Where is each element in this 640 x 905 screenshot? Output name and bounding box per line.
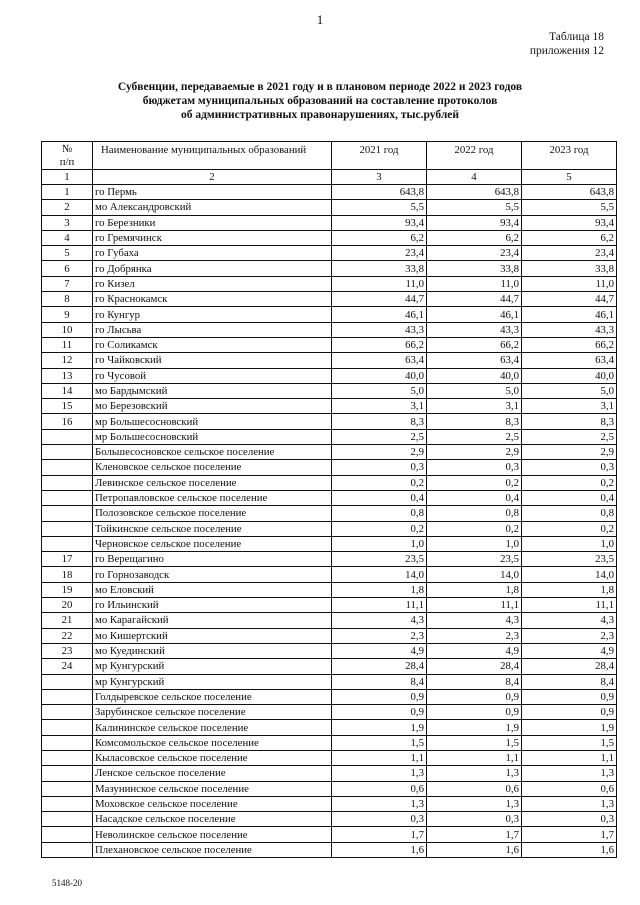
value-2021: 8,3 bbox=[332, 414, 427, 429]
value-2021: 28,4 bbox=[332, 659, 427, 674]
value-2023: 643,8 bbox=[522, 185, 617, 200]
municipality-name: мо Бардымский bbox=[93, 383, 332, 398]
header-2023: 2023 год bbox=[522, 142, 617, 170]
table-row bbox=[42, 337, 617, 352]
table-row bbox=[42, 705, 617, 720]
value-2021: 46,1 bbox=[332, 307, 427, 322]
value-2022: 1,0 bbox=[427, 536, 522, 551]
value-2021: 0,9 bbox=[332, 705, 427, 720]
row-number bbox=[42, 536, 93, 551]
value-2023: 5,0 bbox=[522, 383, 617, 398]
municipality-name: го Добрянка bbox=[93, 261, 332, 276]
value-2023: 1,3 bbox=[522, 796, 617, 811]
value-2023: 1,1 bbox=[522, 750, 617, 765]
value-2021: 11,0 bbox=[332, 276, 427, 291]
municipality-name: го Чусовой bbox=[93, 368, 332, 383]
row-number bbox=[42, 460, 93, 475]
table-row bbox=[42, 781, 617, 796]
row-number: 23 bbox=[42, 643, 93, 658]
municipality-name: мр Большесосновский bbox=[93, 414, 332, 429]
value-2021: 0,2 bbox=[332, 475, 427, 490]
table-row bbox=[42, 674, 617, 689]
row-number: 21 bbox=[42, 613, 93, 628]
row-number bbox=[42, 827, 93, 842]
row-number bbox=[42, 766, 93, 781]
value-2021: 8,4 bbox=[332, 674, 427, 689]
value-2021: 1,1 bbox=[332, 750, 427, 765]
table-row bbox=[42, 506, 617, 521]
header-name: Наименование муниципальных образований bbox=[93, 142, 332, 170]
value-2023: 0,8 bbox=[522, 506, 617, 521]
table-row bbox=[42, 276, 617, 291]
table-row bbox=[42, 383, 617, 398]
municipality-name: Мазунинское сельское поселение bbox=[93, 781, 332, 796]
value-2021: 643,8 bbox=[332, 185, 427, 200]
row-number bbox=[42, 429, 93, 444]
value-2021: 1,9 bbox=[332, 720, 427, 735]
value-2023: 63,4 bbox=[522, 353, 617, 368]
value-2021: 1,6 bbox=[332, 842, 427, 857]
header-2022: 2022 год bbox=[427, 142, 522, 170]
row-number: 16 bbox=[42, 414, 93, 429]
row-number: 11 bbox=[42, 337, 93, 352]
table-row bbox=[42, 475, 617, 490]
value-2021: 2,5 bbox=[332, 429, 427, 444]
table-row bbox=[42, 842, 617, 857]
value-2021: 14,0 bbox=[332, 567, 427, 582]
value-2023: 40,0 bbox=[522, 368, 617, 383]
value-2022: 0,9 bbox=[427, 705, 522, 720]
value-2021: 3,1 bbox=[332, 399, 427, 414]
table-row bbox=[42, 628, 617, 643]
value-2021: 93,4 bbox=[332, 215, 427, 230]
table-row bbox=[42, 613, 617, 628]
value-2021: 0,3 bbox=[332, 460, 427, 475]
column-number: 1 bbox=[42, 170, 93, 185]
municipality-name: Большесосновское сельское поселение bbox=[93, 445, 332, 460]
row-number bbox=[42, 720, 93, 735]
value-2023: 0,4 bbox=[522, 490, 617, 505]
value-2021: 11,1 bbox=[332, 598, 427, 613]
value-2023: 93,4 bbox=[522, 215, 617, 230]
value-2023: 1,8 bbox=[522, 582, 617, 597]
header-number: № п/п bbox=[42, 142, 93, 170]
row-number: 6 bbox=[42, 261, 93, 276]
value-2022: 2,5 bbox=[427, 429, 522, 444]
value-2022: 1,7 bbox=[427, 827, 522, 842]
value-2022: 0,3 bbox=[427, 812, 522, 827]
value-2022: 3,1 bbox=[427, 399, 522, 414]
value-2022: 0,6 bbox=[427, 781, 522, 796]
value-2023: 44,7 bbox=[522, 292, 617, 307]
value-2021: 66,2 bbox=[332, 337, 427, 352]
municipality-name: Неволинское сельское поселение bbox=[93, 827, 332, 842]
value-2023: 33,8 bbox=[522, 261, 617, 276]
table-row bbox=[42, 796, 617, 811]
row-number: 24 bbox=[42, 659, 93, 674]
value-2022: 11,0 bbox=[427, 276, 522, 291]
value-2022: 0,2 bbox=[427, 475, 522, 490]
table-row bbox=[42, 322, 617, 337]
municipality-name: Зарубинское сельское поселение bbox=[93, 705, 332, 720]
value-2021: 2,3 bbox=[332, 628, 427, 643]
value-2022: 1,9 bbox=[427, 720, 522, 735]
municipality-name: мр Большесосновский bbox=[93, 429, 332, 444]
municipality-name: Кыласовское сельское поселение bbox=[93, 750, 332, 765]
value-2023: 0,2 bbox=[522, 521, 617, 536]
value-2022: 40,0 bbox=[427, 368, 522, 383]
table-row bbox=[42, 215, 617, 230]
table-row bbox=[42, 521, 617, 536]
value-2022: 1,3 bbox=[427, 766, 522, 781]
value-2021: 63,4 bbox=[332, 353, 427, 368]
value-2022: 1,3 bbox=[427, 796, 522, 811]
municipality-name: Насадское сельское поселение bbox=[93, 812, 332, 827]
municipality-name: Тойкинское сельское поселение bbox=[93, 521, 332, 536]
value-2022: 46,1 bbox=[427, 307, 522, 322]
value-2022: 23,5 bbox=[427, 552, 522, 567]
value-2022: 43,3 bbox=[427, 322, 522, 337]
value-2021: 4,9 bbox=[332, 643, 427, 658]
table-reference bbox=[530, 30, 604, 58]
document-title bbox=[0, 80, 640, 122]
value-2023: 2,3 bbox=[522, 628, 617, 643]
row-number bbox=[42, 812, 93, 827]
table-row bbox=[42, 353, 617, 368]
municipality-name: Левинское сельское поселение bbox=[93, 475, 332, 490]
municipality-name: го Березники bbox=[93, 215, 332, 230]
table-row bbox=[42, 659, 617, 674]
row-number: 12 bbox=[42, 353, 93, 368]
value-2021: 1,0 bbox=[332, 536, 427, 551]
value-2023: 1,5 bbox=[522, 735, 617, 750]
value-2021: 2,9 bbox=[332, 445, 427, 460]
municipality-name: го Соликамск bbox=[93, 337, 332, 352]
value-2022: 44,7 bbox=[427, 292, 522, 307]
table-row bbox=[42, 445, 617, 460]
table-row bbox=[42, 246, 617, 261]
row-number bbox=[42, 506, 93, 521]
value-2023: 11,0 bbox=[522, 276, 617, 291]
value-2022: 8,3 bbox=[427, 414, 522, 429]
municipality-name: го Губаха bbox=[93, 246, 332, 261]
municipality-name: го Кунгур bbox=[93, 307, 332, 322]
table-row bbox=[42, 643, 617, 658]
table-row bbox=[42, 185, 617, 200]
municipality-name: мо Кишертский bbox=[93, 628, 332, 643]
value-2022: 5,0 bbox=[427, 383, 522, 398]
municipality-name: Черновское сельское поселение bbox=[93, 536, 332, 551]
value-2023: 0,3 bbox=[522, 460, 617, 475]
row-number: 8 bbox=[42, 292, 93, 307]
value-2021: 43,3 bbox=[332, 322, 427, 337]
value-2022: 14,0 bbox=[427, 567, 522, 582]
header-2021: 2021 год bbox=[332, 142, 427, 170]
value-2021: 33,8 bbox=[332, 261, 427, 276]
row-number bbox=[42, 705, 93, 720]
value-2022: 0,4 bbox=[427, 490, 522, 505]
row-number: 15 bbox=[42, 399, 93, 414]
column-number-row bbox=[42, 170, 617, 185]
table-row bbox=[42, 689, 617, 704]
table-row bbox=[42, 750, 617, 765]
value-2023: 6,2 bbox=[522, 230, 617, 245]
row-number: 19 bbox=[42, 582, 93, 597]
value-2021: 0,4 bbox=[332, 490, 427, 505]
municipality-name: го Кизел bbox=[93, 276, 332, 291]
value-2021: 44,7 bbox=[332, 292, 427, 307]
value-2021: 0,8 bbox=[332, 506, 427, 521]
value-2022: 11,1 bbox=[427, 598, 522, 613]
column-number: 2 bbox=[93, 170, 332, 185]
table-row bbox=[42, 368, 617, 383]
table-row bbox=[42, 598, 617, 613]
value-2021: 4,3 bbox=[332, 613, 427, 628]
value-2023: 11,1 bbox=[522, 598, 617, 613]
municipality-name: Плехановское сельское поселение bbox=[93, 842, 332, 857]
value-2022: 6,2 bbox=[427, 230, 522, 245]
row-number: 9 bbox=[42, 307, 93, 322]
municipality-name: мо Куединский bbox=[93, 643, 332, 658]
row-number: 3 bbox=[42, 215, 93, 230]
value-2021: 40,0 bbox=[332, 368, 427, 383]
value-2022: 2,9 bbox=[427, 445, 522, 460]
value-2021: 6,2 bbox=[332, 230, 427, 245]
municipality-name: го Лысьва bbox=[93, 322, 332, 337]
row-number: 2 bbox=[42, 200, 93, 215]
value-2021: 0,6 bbox=[332, 781, 427, 796]
municipality-name: Моховское сельское поселение bbox=[93, 796, 332, 811]
table-row bbox=[42, 552, 617, 567]
municipality-name: го Верещагино bbox=[93, 552, 332, 567]
value-2021: 1,7 bbox=[332, 827, 427, 842]
value-2022: 63,4 bbox=[427, 353, 522, 368]
value-2022: 0,8 bbox=[427, 506, 522, 521]
table-row bbox=[42, 200, 617, 215]
value-2022: 1,8 bbox=[427, 582, 522, 597]
row-number: 4 bbox=[42, 230, 93, 245]
value-2023: 66,2 bbox=[522, 337, 617, 352]
municipality-name: го Горнозаводск bbox=[93, 567, 332, 582]
column-number: 3 bbox=[332, 170, 427, 185]
value-2023: 28,4 bbox=[522, 659, 617, 674]
value-2023: 43,3 bbox=[522, 322, 617, 337]
value-2023: 4,3 bbox=[522, 613, 617, 628]
table-reference-line: Таблица 18 bbox=[549, 31, 604, 43]
row-number bbox=[42, 521, 93, 536]
row-number bbox=[42, 674, 93, 689]
value-2021: 23,4 bbox=[332, 246, 427, 261]
value-2021: 1,5 bbox=[332, 735, 427, 750]
title-line: Субвенции, передаваемые в 2021 году и в плановом периоде 2022 и 2023 годов bbox=[117, 81, 523, 93]
value-2023: 1,7 bbox=[522, 827, 617, 842]
value-2022: 1,1 bbox=[427, 750, 522, 765]
value-2023: 4,9 bbox=[522, 643, 617, 658]
value-2021: 23,5 bbox=[332, 552, 427, 567]
row-number: 20 bbox=[42, 598, 93, 613]
value-2023: 1,6 bbox=[522, 842, 617, 857]
row-number: 18 bbox=[42, 567, 93, 582]
municipality-name: го Краснокамск bbox=[93, 292, 332, 307]
value-2023: 0,6 bbox=[522, 781, 617, 796]
value-2023: 1,9 bbox=[522, 720, 617, 735]
value-2022: 643,8 bbox=[427, 185, 522, 200]
municipality-name: Кленовское сельское поселение bbox=[93, 460, 332, 475]
value-2023: 0,9 bbox=[522, 705, 617, 720]
value-2023: 1,3 bbox=[522, 766, 617, 781]
municipality-name: мр Кунгурский bbox=[93, 674, 332, 689]
table-row bbox=[42, 261, 617, 276]
value-2022: 4,9 bbox=[427, 643, 522, 658]
value-2023: 0,2 bbox=[522, 475, 617, 490]
table-row bbox=[42, 399, 617, 414]
value-2022: 66,2 bbox=[427, 337, 522, 352]
row-number bbox=[42, 750, 93, 765]
value-2023: 8,3 bbox=[522, 414, 617, 429]
value-2022: 0,3 bbox=[427, 460, 522, 475]
table-row bbox=[42, 735, 617, 750]
table-body bbox=[42, 185, 617, 858]
table-row bbox=[42, 230, 617, 245]
table-row bbox=[42, 490, 617, 505]
value-2023: 1,0 bbox=[522, 536, 617, 551]
table-row bbox=[42, 414, 617, 429]
value-2022: 8,4 bbox=[427, 674, 522, 689]
value-2021: 0,9 bbox=[332, 689, 427, 704]
municipality-name: го Пермь bbox=[93, 185, 332, 200]
row-number: 1 bbox=[42, 185, 93, 200]
value-2022: 0,9 bbox=[427, 689, 522, 704]
value-2022: 93,4 bbox=[427, 215, 522, 230]
value-2021: 0,2 bbox=[332, 521, 427, 536]
row-number: 7 bbox=[42, 276, 93, 291]
row-number bbox=[42, 781, 93, 796]
municipality-name: го Ильинский bbox=[93, 598, 332, 613]
table-row bbox=[42, 536, 617, 551]
row-number bbox=[42, 445, 93, 460]
value-2022: 2,3 bbox=[427, 628, 522, 643]
table-row bbox=[42, 429, 617, 444]
municipality-name: Голдыревское сельское поселение bbox=[93, 689, 332, 704]
value-2022: 28,4 bbox=[427, 659, 522, 674]
page-number: 1 bbox=[316, 12, 324, 27]
value-2022: 1,5 bbox=[427, 735, 522, 750]
value-2022: 4,3 bbox=[427, 613, 522, 628]
municipality-name: Петропавловское сельское поселение bbox=[93, 490, 332, 505]
value-2021: 5,5 bbox=[332, 200, 427, 215]
value-2021: 1,3 bbox=[332, 796, 427, 811]
value-2022: 5,5 bbox=[427, 200, 522, 215]
municipality-name: го Гремячинск bbox=[93, 230, 332, 245]
municipality-name: мо Карагайский bbox=[93, 613, 332, 628]
value-2021: 1,8 bbox=[332, 582, 427, 597]
subventions-table bbox=[41, 141, 617, 858]
row-number: 14 bbox=[42, 383, 93, 398]
value-2023: 23,5 bbox=[522, 552, 617, 567]
value-2023: 5,5 bbox=[522, 200, 617, 215]
municipality-name: мр Кунгурский bbox=[93, 659, 332, 674]
value-2021: 1,3 bbox=[332, 766, 427, 781]
municipality-name: Калининское сельское поселение bbox=[93, 720, 332, 735]
value-2021: 0,3 bbox=[332, 812, 427, 827]
table-row bbox=[42, 292, 617, 307]
header-row bbox=[42, 142, 617, 170]
table-row bbox=[42, 582, 617, 597]
value-2023: 2,9 bbox=[522, 445, 617, 460]
value-2023: 23,4 bbox=[522, 246, 617, 261]
table-row bbox=[42, 766, 617, 781]
value-2023: 2,5 bbox=[522, 429, 617, 444]
row-number: 13 bbox=[42, 368, 93, 383]
row-number bbox=[42, 689, 93, 704]
value-2022: 23,4 bbox=[427, 246, 522, 261]
value-2023: 0,9 bbox=[522, 689, 617, 704]
value-2023: 3,1 bbox=[522, 399, 617, 414]
value-2022: 33,8 bbox=[427, 261, 522, 276]
row-number bbox=[42, 796, 93, 811]
row-number bbox=[42, 475, 93, 490]
column-number: 5 bbox=[522, 170, 617, 185]
row-number: 17 bbox=[42, 552, 93, 567]
municipality-name: го Чайковский bbox=[93, 353, 332, 368]
municipality-name: Комсомольское сельское поселение bbox=[93, 735, 332, 750]
row-number bbox=[42, 490, 93, 505]
title-line: бюджетам муниципальных образований на составление протоколов bbox=[142, 95, 498, 107]
municipality-name: Полозовское сельское поселение bbox=[93, 506, 332, 521]
table-row bbox=[42, 812, 617, 827]
table-row bbox=[42, 827, 617, 842]
value-2022: 1,6 bbox=[427, 842, 522, 857]
municipality-name: мо Александровский bbox=[93, 200, 332, 215]
value-2023: 46,1 bbox=[522, 307, 617, 322]
row-number: 22 bbox=[42, 628, 93, 643]
row-number bbox=[42, 842, 93, 857]
row-number: 5 bbox=[42, 246, 93, 261]
table-row bbox=[42, 460, 617, 475]
value-2022: 0,2 bbox=[427, 521, 522, 536]
value-2023: 0,3 bbox=[522, 812, 617, 827]
row-number: 10 bbox=[42, 322, 93, 337]
municipality-name: мо Березовский bbox=[93, 399, 332, 414]
value-2021: 5,0 bbox=[332, 383, 427, 398]
title-line: об административных правонарушениях, тыс.рублей bbox=[180, 109, 460, 121]
table-row bbox=[42, 307, 617, 322]
row-number bbox=[42, 735, 93, 750]
municipality-name: мо Еловский bbox=[93, 582, 332, 597]
table-row bbox=[42, 720, 617, 735]
footer-code: 5148-20 bbox=[52, 878, 82, 888]
municipality-name: Ленское сельское поселение bbox=[93, 766, 332, 781]
column-number: 4 bbox=[427, 170, 522, 185]
table-row bbox=[42, 567, 617, 582]
table-reference-line: приложения 12 bbox=[529, 45, 604, 57]
value-2023: 8,4 bbox=[522, 674, 617, 689]
value-2023: 14,0 bbox=[522, 567, 617, 582]
